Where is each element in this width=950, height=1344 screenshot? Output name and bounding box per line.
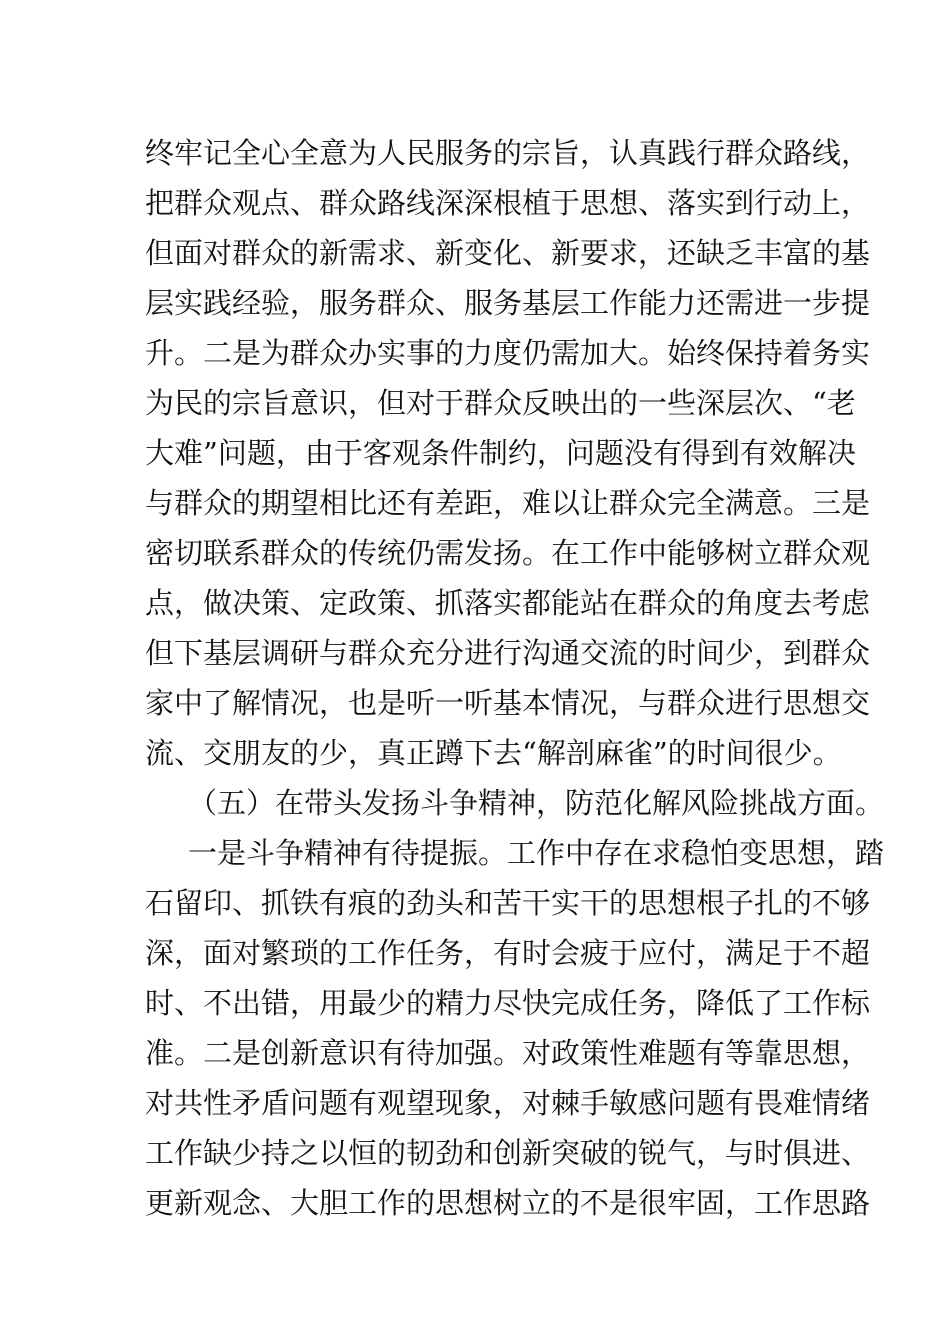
body-text-line: 为民的宗旨意识，但对于群众反映出的一些深层次、“老 xyxy=(145,386,856,420)
section-heading: （五）在带头发扬斗争精神，防范化解风险挑战方面。 xyxy=(188,786,885,820)
body-text-line: 把群众观点、群众路线深深根植于思想、落实到行动上， xyxy=(145,186,871,220)
body-text-line: 深，面对繁琐的工作任务，有时会疲于应付，满足于不超 xyxy=(145,936,871,970)
body-text-line: 大难”问题，由于客观条件制约，问题没有得到有效解决 xyxy=(145,436,856,470)
body-text-line: 时、不出错，用最少的精力尽快完成任务，降低了工作标 xyxy=(145,986,871,1020)
body-text-line: 石留印、抓铁有痕的劲头和苦干实干的思想根子扎的不够 xyxy=(145,886,871,920)
body-text-line: 流、交朋友的少，真正蹲下去“解剖麻雀”的时间很少。 xyxy=(145,736,842,770)
body-text-line: 工作缺少持之以恒的韧劲和创新突破的锐气，与时俱进、 xyxy=(145,1136,871,1170)
body-text-line: 但下基层调研与群众充分进行沟通交流的时间少，到群众 xyxy=(145,636,871,670)
body-text-line: 但面对群众的新需求、新变化、新要求，还缺乏丰富的基 xyxy=(145,236,871,270)
body-text-line: 更新观念、大胆工作的思想树立的不是很牢固，工作思路 xyxy=(145,1186,871,1220)
body-text-line: 家中了解情况，也是听一听基本情况，与群众进行思想交 xyxy=(145,686,871,720)
body-text-line: 点，做决策、定政策、抓落实都能站在群众的角度去考虑 xyxy=(145,586,871,620)
body-text-line: 密切联系群众的传统仍需发扬。在工作中能够树立群众观 xyxy=(145,536,871,570)
body-text-line: 终牢记全心全意为人民服务的宗旨，认真践行群众路线， xyxy=(145,136,871,170)
body-text-line: 准。二是创新意识有待加强。对政策性难题有等靠思想， xyxy=(145,1036,871,1070)
body-text-line: 对共性矛盾问题有观望现象，对棘手敏感问题有畏难情绪 xyxy=(145,1086,871,1120)
body-text-line: 升。二是为群众办实事的力度仍需加大。始终保持着务实 xyxy=(145,336,871,370)
body-text-line: 与群众的期望相比还有差距，难以让群众完全满意。三是 xyxy=(145,486,871,520)
body-text-line: 一是斗争精神有待提振。工作中存在求稳怕变思想，踏 xyxy=(188,836,885,870)
body-text-line: 层实践经验，服务群众、服务基层工作能力还需进一步提 xyxy=(145,286,871,320)
